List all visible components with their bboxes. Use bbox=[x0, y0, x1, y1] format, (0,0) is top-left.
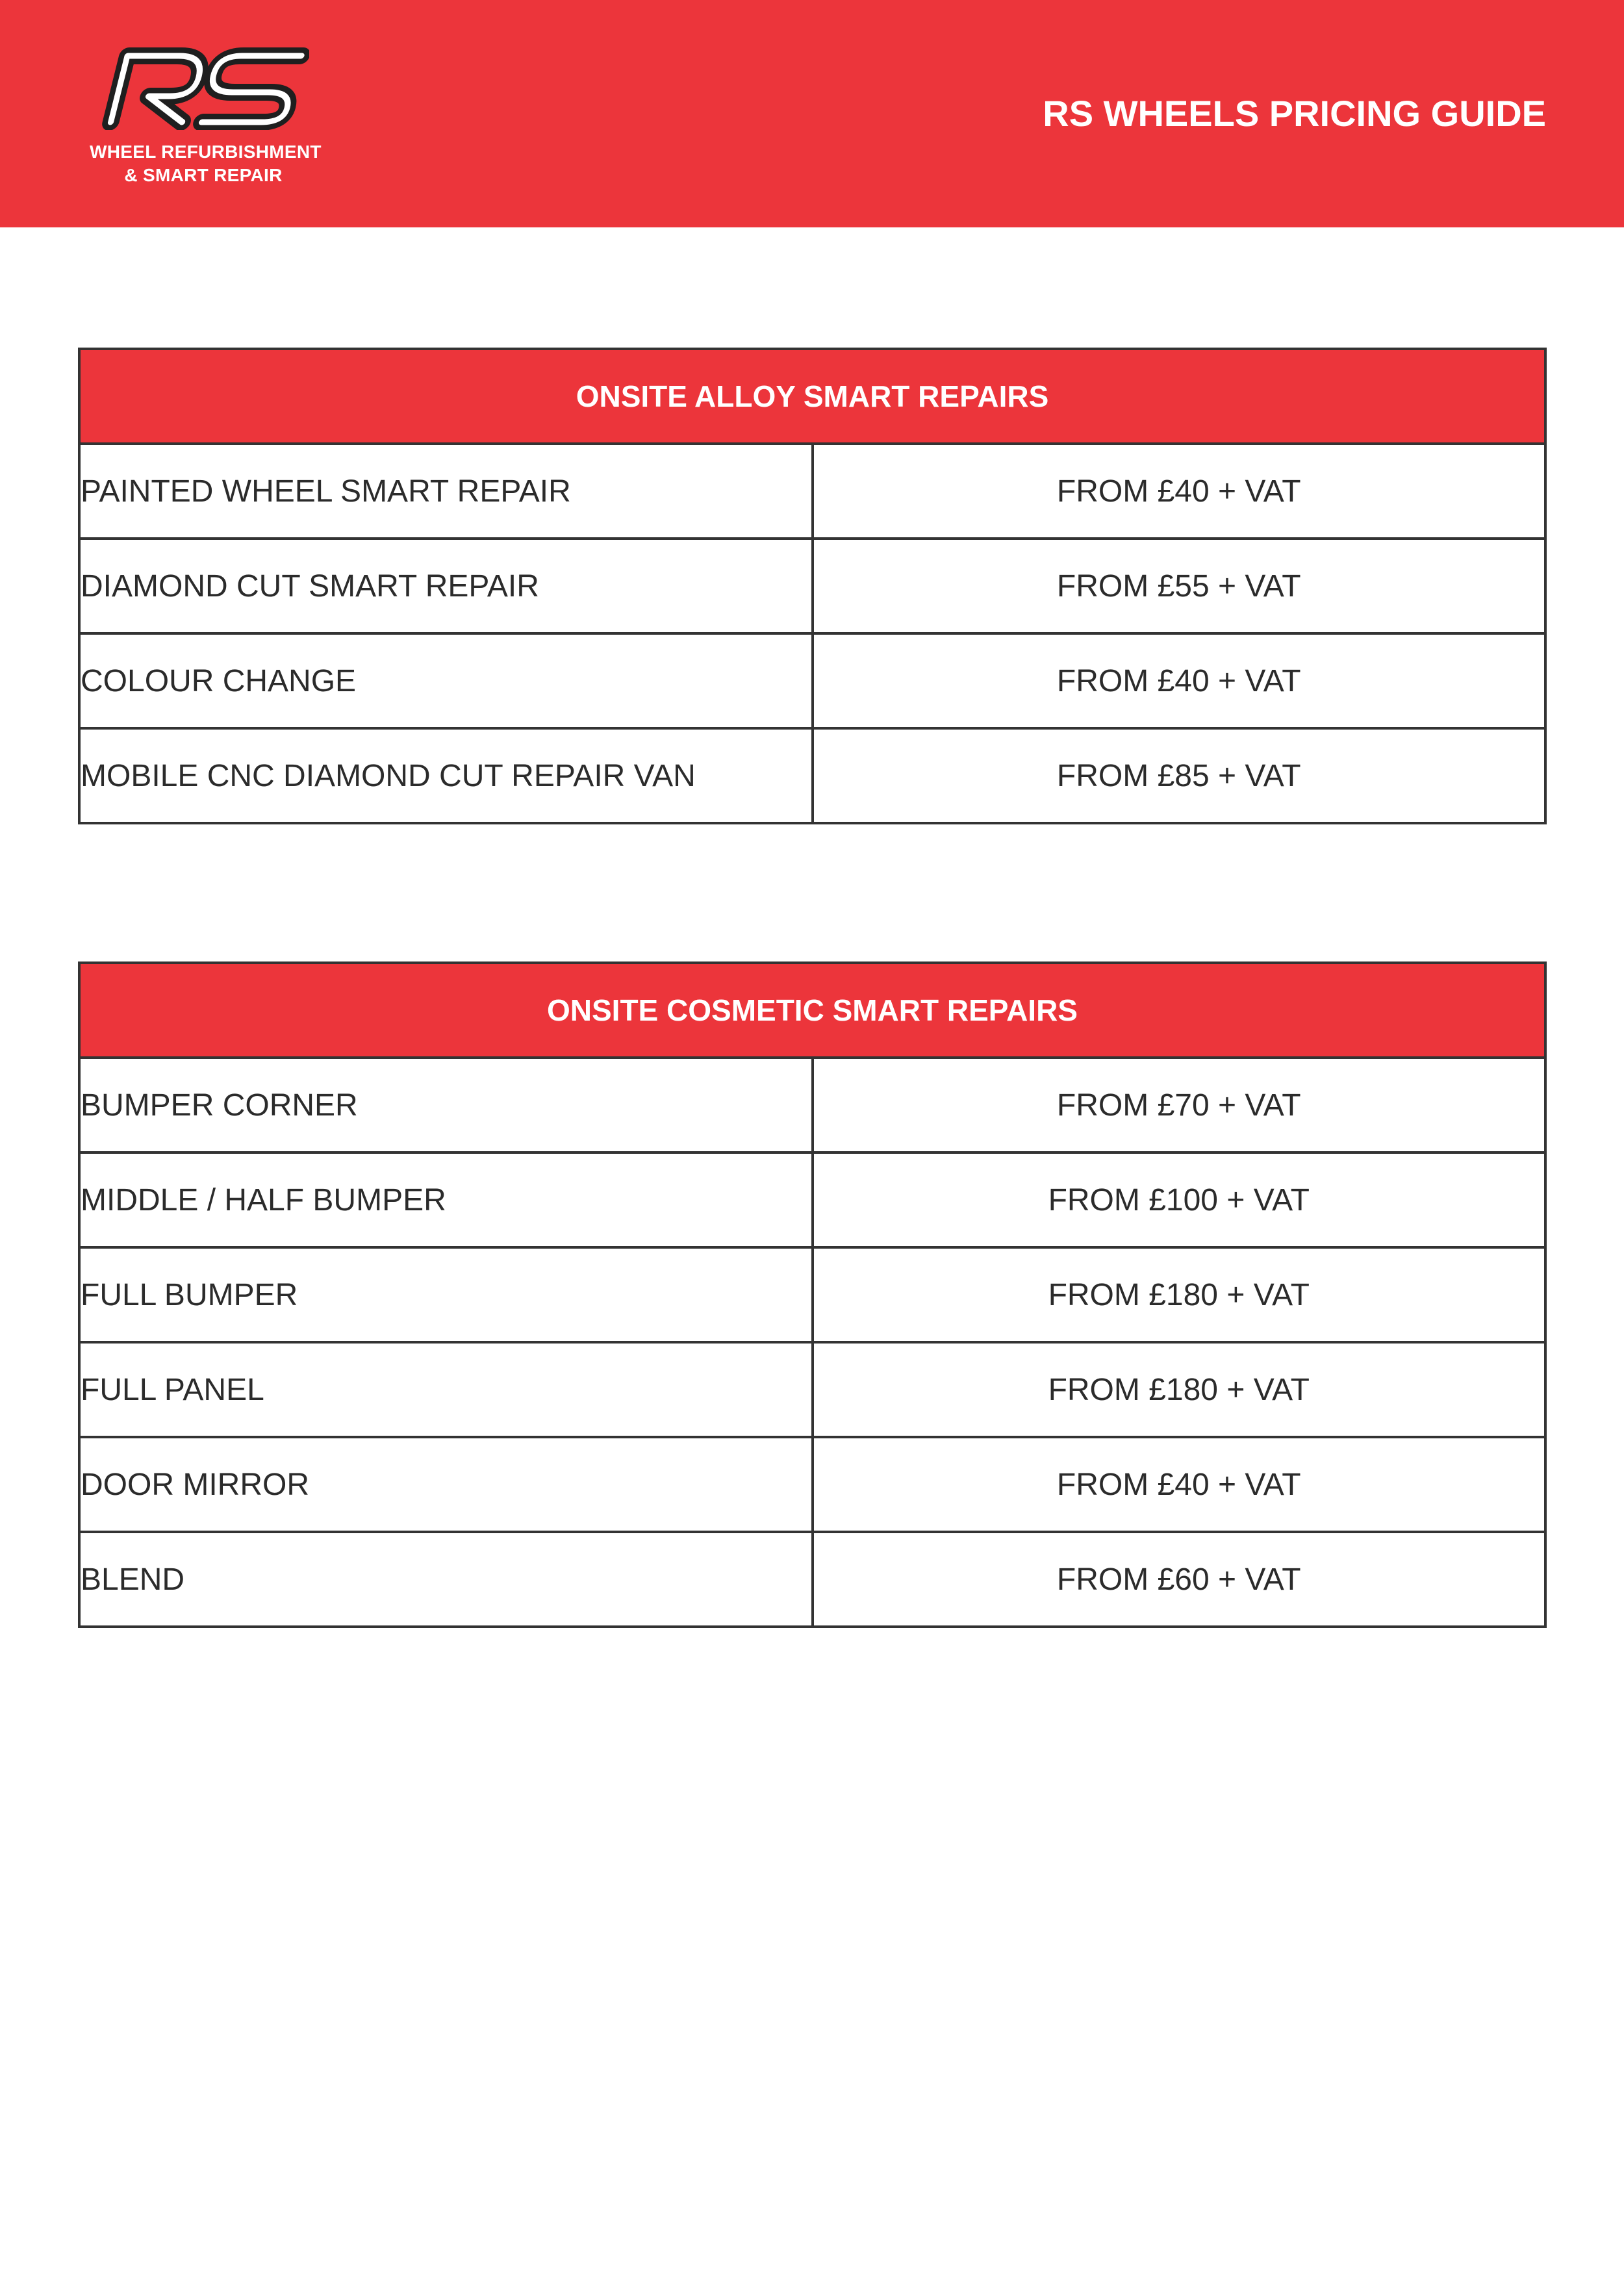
table-row bbox=[79, 539, 1545, 633]
service-price: FROM £100 + VAT bbox=[813, 1152, 1546, 1247]
page-header bbox=[0, 0, 1624, 227]
service-price: FROM £70 + VAT bbox=[813, 1058, 1546, 1152]
service-price: FROM £40 + VAT bbox=[813, 444, 1546, 539]
service-price: FROM £180 + VAT bbox=[813, 1247, 1546, 1342]
service-name: MIDDLE / HALF BUMPER bbox=[79, 1152, 813, 1247]
service-price: FROM £55 + VAT bbox=[813, 539, 1546, 633]
service-name: DOOR MIRROR bbox=[79, 1437, 813, 1532]
service-name: MOBILE CNC DIAMOND CUT REPAIR VAN bbox=[79, 728, 813, 823]
logo-tagline-2: & SMART REPAIR bbox=[124, 165, 283, 185]
service-name: BUMPER CORNER bbox=[79, 1058, 813, 1152]
logo-tagline-1: WHEEL REFURBISHMENT bbox=[90, 142, 322, 162]
service-name: DIAMOND CUT SMART REPAIR bbox=[79, 539, 813, 633]
service-name: COLOUR CHANGE bbox=[79, 633, 813, 728]
table-row bbox=[79, 1152, 1545, 1247]
service-price: FROM £180 + VAT bbox=[813, 1342, 1546, 1437]
service-name: FULL BUMPER bbox=[79, 1247, 813, 1342]
table-row bbox=[79, 633, 1545, 728]
service-price: FROM £85 + VAT bbox=[813, 728, 1546, 823]
service-price: FROM £60 + VAT bbox=[813, 1532, 1546, 1627]
table-row bbox=[79, 1247, 1545, 1342]
service-name: BLEND bbox=[79, 1532, 813, 1627]
table-row bbox=[79, 444, 1545, 539]
table-title: ONSITE ALLOY SMART REPAIRS bbox=[79, 349, 1545, 444]
page-title: RS WHEELS PRICING GUIDE bbox=[1043, 93, 1546, 134]
table-title: ONSITE COSMETIC SMART REPAIRS bbox=[79, 963, 1545, 1058]
service-price: FROM £40 + VAT bbox=[813, 1437, 1546, 1532]
cosmetic-repairs-table bbox=[78, 961, 1547, 1628]
rs-logo-mark bbox=[97, 45, 309, 130]
service-name: FULL PANEL bbox=[79, 1342, 813, 1437]
service-price: FROM £40 + VAT bbox=[813, 633, 1546, 728]
table-row bbox=[79, 1342, 1545, 1437]
table-row bbox=[79, 1058, 1545, 1152]
table-row bbox=[79, 1532, 1545, 1627]
company-logo bbox=[90, 45, 322, 188]
table-row bbox=[79, 1437, 1545, 1532]
alloy-repairs-table bbox=[78, 348, 1547, 824]
service-name: PAINTED WHEEL SMART REPAIR bbox=[79, 444, 813, 539]
table-row bbox=[79, 728, 1545, 823]
table-header-row bbox=[79, 349, 1545, 444]
table-header-row bbox=[79, 963, 1545, 1058]
